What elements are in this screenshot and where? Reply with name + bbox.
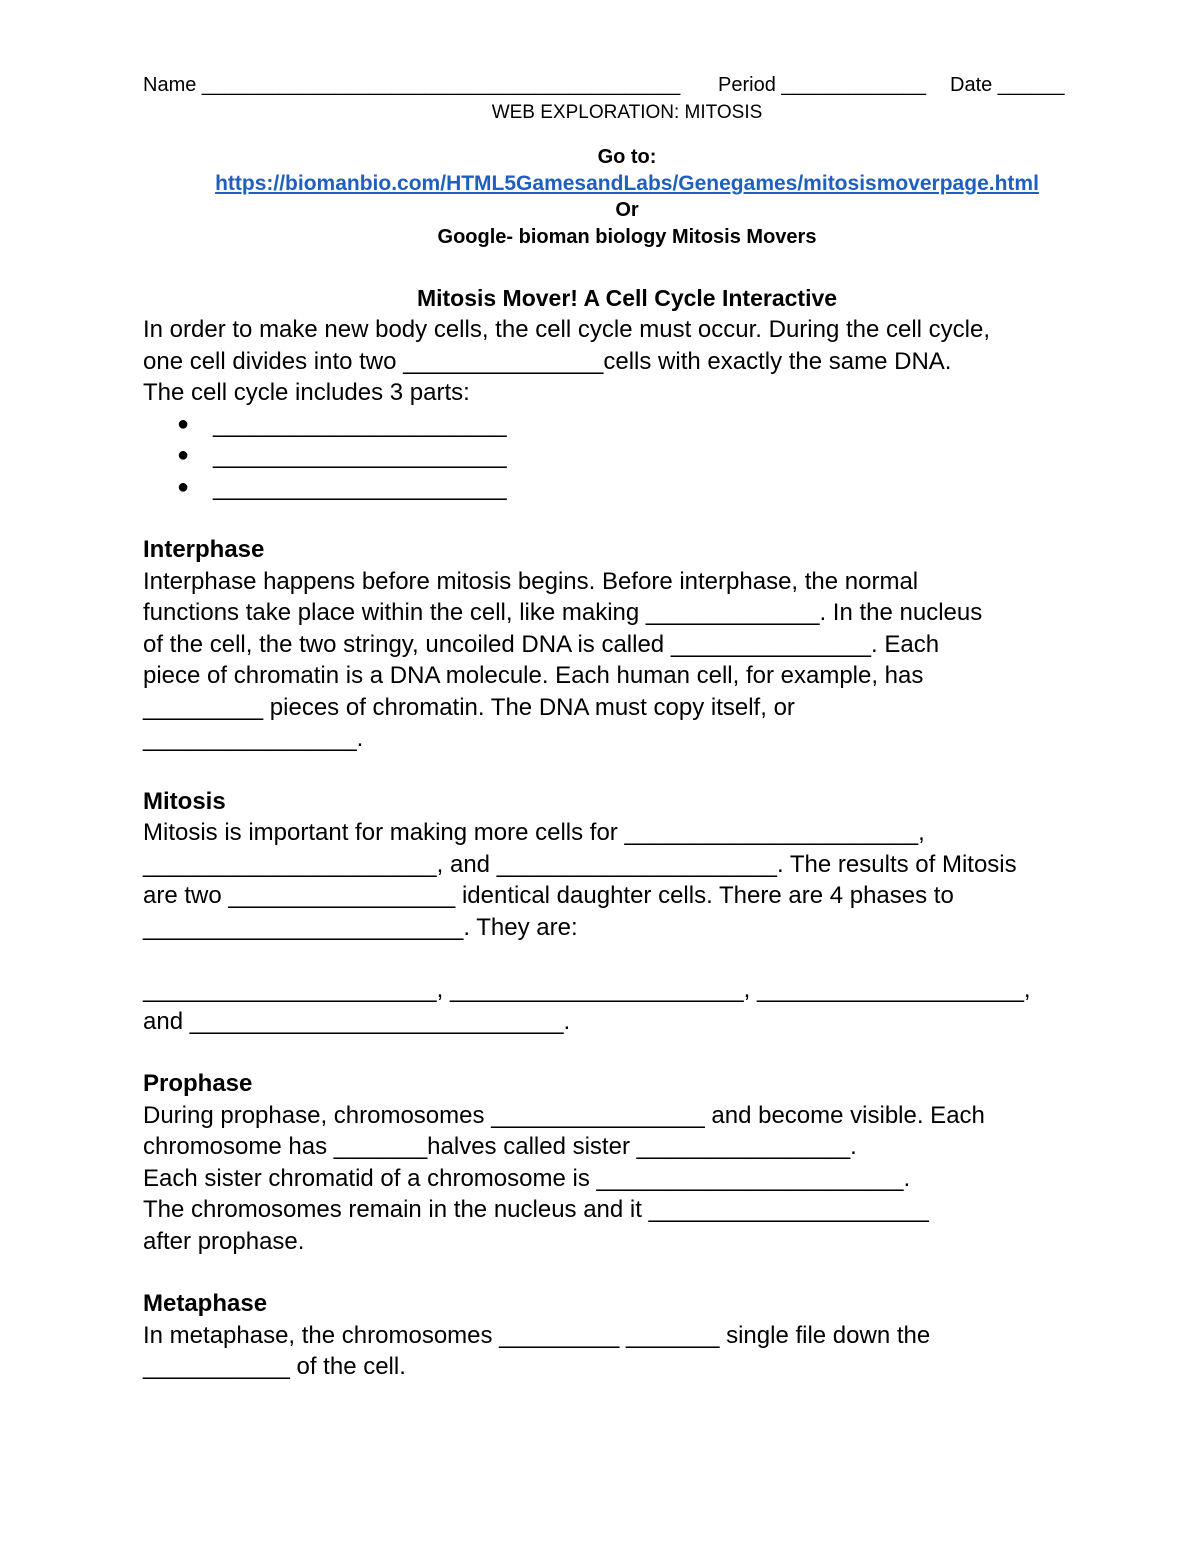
worksheet-body (143, 314, 1123, 1383)
cell-cycle-part-2[interactable]: ● ______________________ (143, 440, 1123, 472)
mitosis-phases-line[interactable]: ______________________, ______________________, ____________________, (143, 976, 1031, 1003)
interphase-heading: Interphase (143, 536, 265, 563)
go-to-label: Go to: (597, 146, 657, 168)
mitosis-line[interactable]: are two _________________ identical daughter cells. There are 4 phases to (143, 882, 954, 909)
prophase-line: after prophase. (143, 1227, 305, 1255)
activity-title: Mitosis Mover! A Cell Cycle Interactive (416, 285, 838, 311)
bullet-icon: ● (177, 444, 190, 466)
google-instruction: Google- bioman biology Mitosis Movers (437, 226, 817, 248)
mitosis-line[interactable]: ______________________, and _____________________. The results of Mitosis (143, 850, 1017, 878)
interphase-line[interactable]: _________ pieces of chromatin. The DNA must copy itself, or (143, 693, 795, 721)
interphase-line[interactable]: Interphase happens before mitosis begins. Before interphase, the normal (143, 567, 919, 595)
prophase-line[interactable]: Each sister chromatid of a chromosome is _______________________. (143, 1164, 911, 1192)
mitosis-line[interactable]: Mitosis is important for making more cells for ______________________, (143, 819, 925, 846)
interphase-line[interactable]: functions take place within the cell, like making _____________. In the nucleus (143, 599, 983, 626)
metaphase-heading: Metaphase (143, 1290, 268, 1317)
mitosis-heading: Mitosis (143, 787, 226, 815)
metaphase-line[interactable]: ___________ of the cell. (143, 1353, 406, 1380)
interphase-line[interactable]: of the cell, the two stringy, uncoiled DNA is called _______________. Each (143, 630, 940, 658)
intro-line-3: The cell cycle includes 3 parts: (143, 379, 470, 406)
interphase-line[interactable]: ________________. (143, 725, 364, 752)
interphase-line[interactable]: piece of chromatin is a DNA molecule. Each human cell, for example, has (143, 662, 924, 689)
cell-cycle-part-3[interactable]: ● ______________________ (143, 472, 1123, 504)
period-field[interactable]: Period _____________ (718, 74, 926, 96)
metaphase-line[interactable]: In metaphase, the chromosomes _________ _______ single file down the (143, 1321, 931, 1349)
header-fields (143, 74, 1073, 104)
mitosis-phases-line[interactable]: and ____________________________. (143, 1007, 571, 1035)
name-field[interactable]: Name ___________________________________________ (143, 74, 681, 96)
prophase-line[interactable]: During prophase, chromosomes ________________ and become visible. Each (143, 1101, 985, 1129)
cell-cycle-part-1[interactable]: ● ______________________ (143, 409, 1123, 441)
url-line (0, 172, 1200, 196)
bioman-link[interactable]: https://biomanbio.com/HTML5GamesandLabs/Genegames/mitosismoverpage.html (215, 172, 1039, 195)
bullet-icon: ● (177, 412, 190, 435)
date-field[interactable]: Date ______ (950, 74, 1065, 96)
worksheet-title: WEB EXPLORATION: MITOSIS (491, 102, 763, 123)
intro-line-2: one cell divides into two _______________cells with exactly the same DNA. (143, 347, 952, 375)
prophase-heading: Prophase (143, 1070, 253, 1097)
prophase-line[interactable]: The chromosomes remain in the nucleus and it _____________________ (143, 1196, 929, 1223)
or-label: Or (615, 199, 639, 221)
bullet-icon: ● (177, 475, 190, 498)
mitosis-line[interactable]: ________________________. They are: (143, 913, 578, 941)
intro-line-1: In order to make new body cells, the cell cycle must occur. During the cell cycle, (143, 316, 991, 343)
prophase-line[interactable]: chromosome has _______halves called sister ________________. (143, 1133, 857, 1160)
